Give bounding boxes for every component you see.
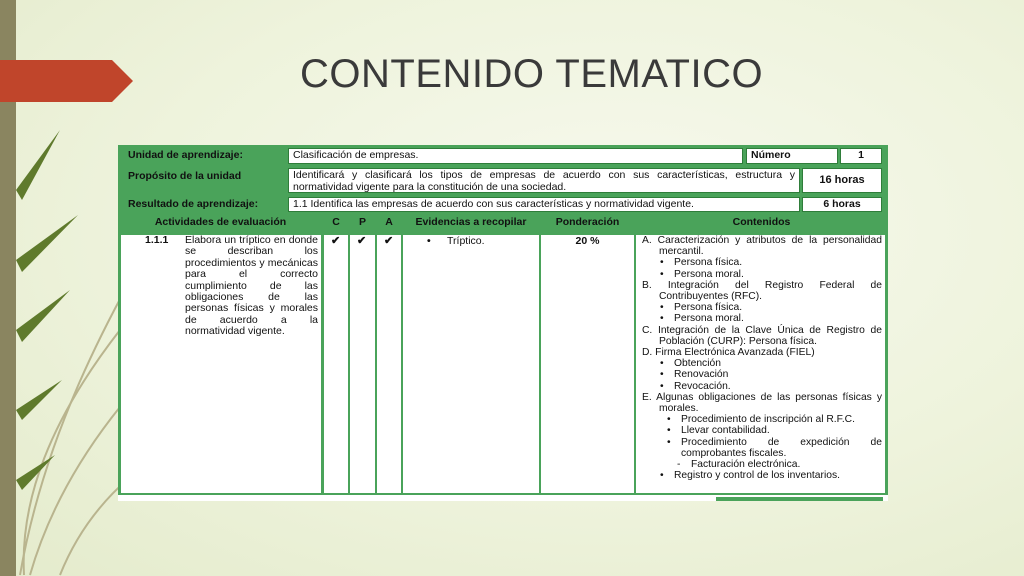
check-p-cell [350, 235, 375, 493]
bottom-strip [716, 497, 883, 501]
syllabus-table [118, 145, 888, 501]
content-item-e-3-1: - Facturación electrónica. [638, 459, 882, 470]
header-actividades: Actividades de evaluación [154, 216, 287, 228]
header-ponderacion: Ponderación [555, 216, 620, 228]
check-p-icon: ✔ [357, 235, 367, 247]
content-item-e-4: • Registro y control de los inventarios. [638, 470, 882, 481]
content-item-a-2: • Persona moral. [638, 269, 882, 280]
proposito-value: Identificará y clasificará los tipos de empresas de acuerdo con sus características, estructura y normatividad vigente para la constitución de una sociedad. [288, 168, 800, 193]
content-item-b: B. Integración del Registro Federal de Contribuyentes (RFC). [642, 279, 882, 303]
header-evidencias: Evidencias a recopilar [415, 216, 527, 228]
title-accent-tab [0, 60, 133, 102]
check-c-icon: ✔ [331, 235, 341, 247]
content-item-d: D. Firma Electrónica Avanzada (FIEL) [642, 347, 815, 359]
resultado-hours: 6 horas [802, 197, 882, 212]
header-a: A [385, 216, 393, 228]
contenidos-cell [636, 235, 885, 493]
slide-title: CONTENIDO TEMATICO [300, 52, 764, 96]
content-item-d-2: • Renovación [638, 369, 882, 380]
proposito-hours: 16 horas [802, 168, 882, 193]
content-item-e-2: • Llevar contabilidad. [638, 425, 882, 436]
content-item-d-3: • Revocación. [638, 381, 882, 392]
check-a-icon: ✔ [384, 235, 394, 247]
resultado-label: Resultado de aprendizaje: [128, 198, 259, 210]
content-item-b-2: • Persona moral. [638, 313, 882, 324]
check-a-cell [377, 235, 401, 493]
numero-value: 1 [840, 148, 882, 164]
header-c: C [332, 216, 340, 228]
activity-text: Elabora un tríptico en donde se describan los procedimientos y mecánicas para el correcto cumplimiento de las obligaciones de las personas físicas y morales de acuerdo a la normatividad vigente. [185, 235, 318, 338]
weight-cell: 20 % [541, 235, 634, 493]
content-item-e-3: • Procedimiento de expedición de comprobantes fiscales. [638, 437, 882, 459]
content-item-c: C. Integración de la Clave Única de Registro de Población (CURP): Persona física. [642, 324, 882, 347]
contenidos-list [638, 235, 882, 481]
content-item-a-1: • Persona física. [638, 257, 882, 268]
unidad-label: Unidad de aprendizaje: [128, 149, 243, 161]
evidence-cell [403, 235, 539, 493]
content-item-a: A. Caracterización y atributos de la personalidad mercantil. [642, 235, 882, 258]
activity-number: 1.1.1 [145, 235, 169, 246]
content-item-b-1: • Persona física. [638, 302, 882, 313]
unidad-value: Clasificación de empresas. [288, 148, 743, 164]
header-p: P [358, 216, 366, 228]
content-item-e-1: • Procedimiento de inscripción al R.F.C. [638, 414, 882, 425]
activity-cell [121, 235, 321, 493]
proposito-label: Propósito de la unidad [128, 170, 242, 182]
evidence-text: Tríptico. [447, 235, 485, 247]
check-c-cell [324, 235, 348, 493]
resultado-value: 1.1 Identifica las empresas de acuerdo con sus características y normatividad vigente. [288, 197, 800, 212]
numero-label: Número [746, 148, 838, 164]
content-item-e: E. Algunas obligaciones de las personas físicas y morales. [642, 391, 882, 415]
evidence-bullet: • [427, 235, 431, 247]
header-contenidos: Contenidos [732, 216, 791, 228]
content-item-d-1: • Obtención [638, 358, 882, 369]
